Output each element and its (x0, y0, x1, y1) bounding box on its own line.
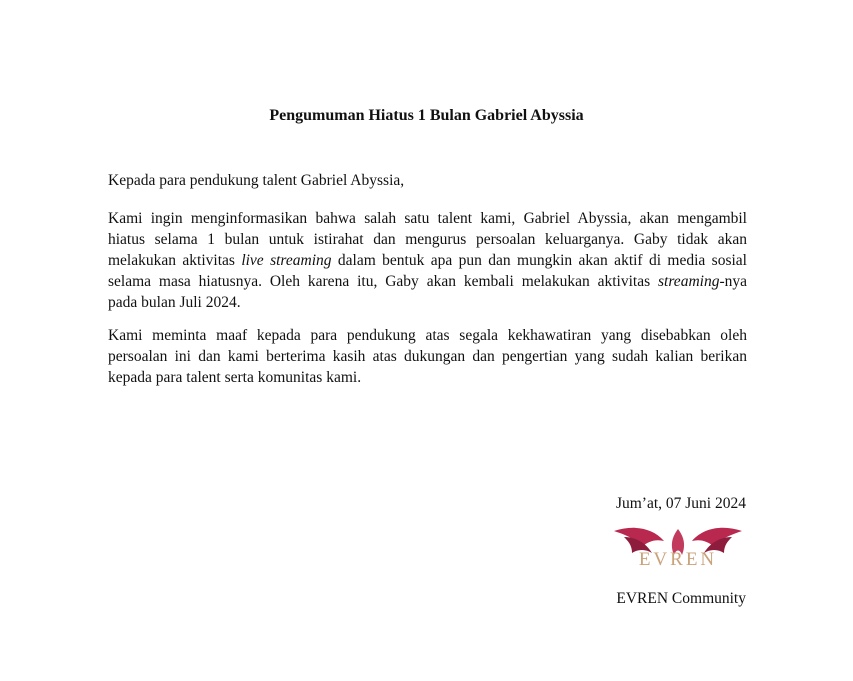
evren-logo (612, 525, 744, 573)
paragraph1-line3 (108, 250, 747, 271)
paragraph2-line3: kepada para talent serta komunitas kami. (108, 369, 362, 386)
paragraph1-line1: Kami ingin menginformasikan bahwa salah satu talent kami, Gabriel Abyssia, akan mengambil (108, 210, 747, 227)
document-title: Pengumuman Hiatus 1 Bulan Gabriel Abyssia (269, 107, 584, 124)
paragraph2-line1: Kami meminta maaf kepada para pendukung atas segala kekhawatiran yang disebabkan oleh (108, 327, 747, 344)
paragraph-hiatus-info (108, 208, 747, 313)
paragraph1-line2: hiatus selama 1 bulan untuk istirahat dan mengurus persoalan keluarganya. Gaby tidak akan (108, 231, 747, 248)
paragraph2-line2: persoalan ini dan kami berterima kasih atas dukungan dan pengertian yang sudah kalian berikan (108, 348, 747, 365)
live-streaming-term: live streaming (241, 252, 332, 269)
paragraph1-line3-end: dalam bentuk apa pun dan mungkin akan aktif di media sosial (331, 252, 747, 269)
greeting: Kepada para pendukung talent Gabriel Abyssia, (108, 172, 405, 189)
signature: EVREN Community (616, 590, 746, 607)
logo-wordmark: EVREN (638, 549, 718, 570)
paragraph1-line3-start: melakukan aktivitas (108, 252, 242, 269)
announcement-date: Jum’at, 07 Juni 2024 (615, 495, 746, 512)
paragraph1-line5: pada bulan Juli 2024. (108, 294, 241, 311)
streaming-term: streaming (658, 273, 720, 290)
paragraph1-line4-start: selama masa hiatusnya. Oleh karena itu, Gaby akan kembali melakukan aktivitas (108, 273, 659, 290)
paragraph1-line4 (108, 271, 747, 292)
paragraph1-line4-end: -nya (719, 273, 747, 290)
paragraph-apology (108, 325, 747, 388)
